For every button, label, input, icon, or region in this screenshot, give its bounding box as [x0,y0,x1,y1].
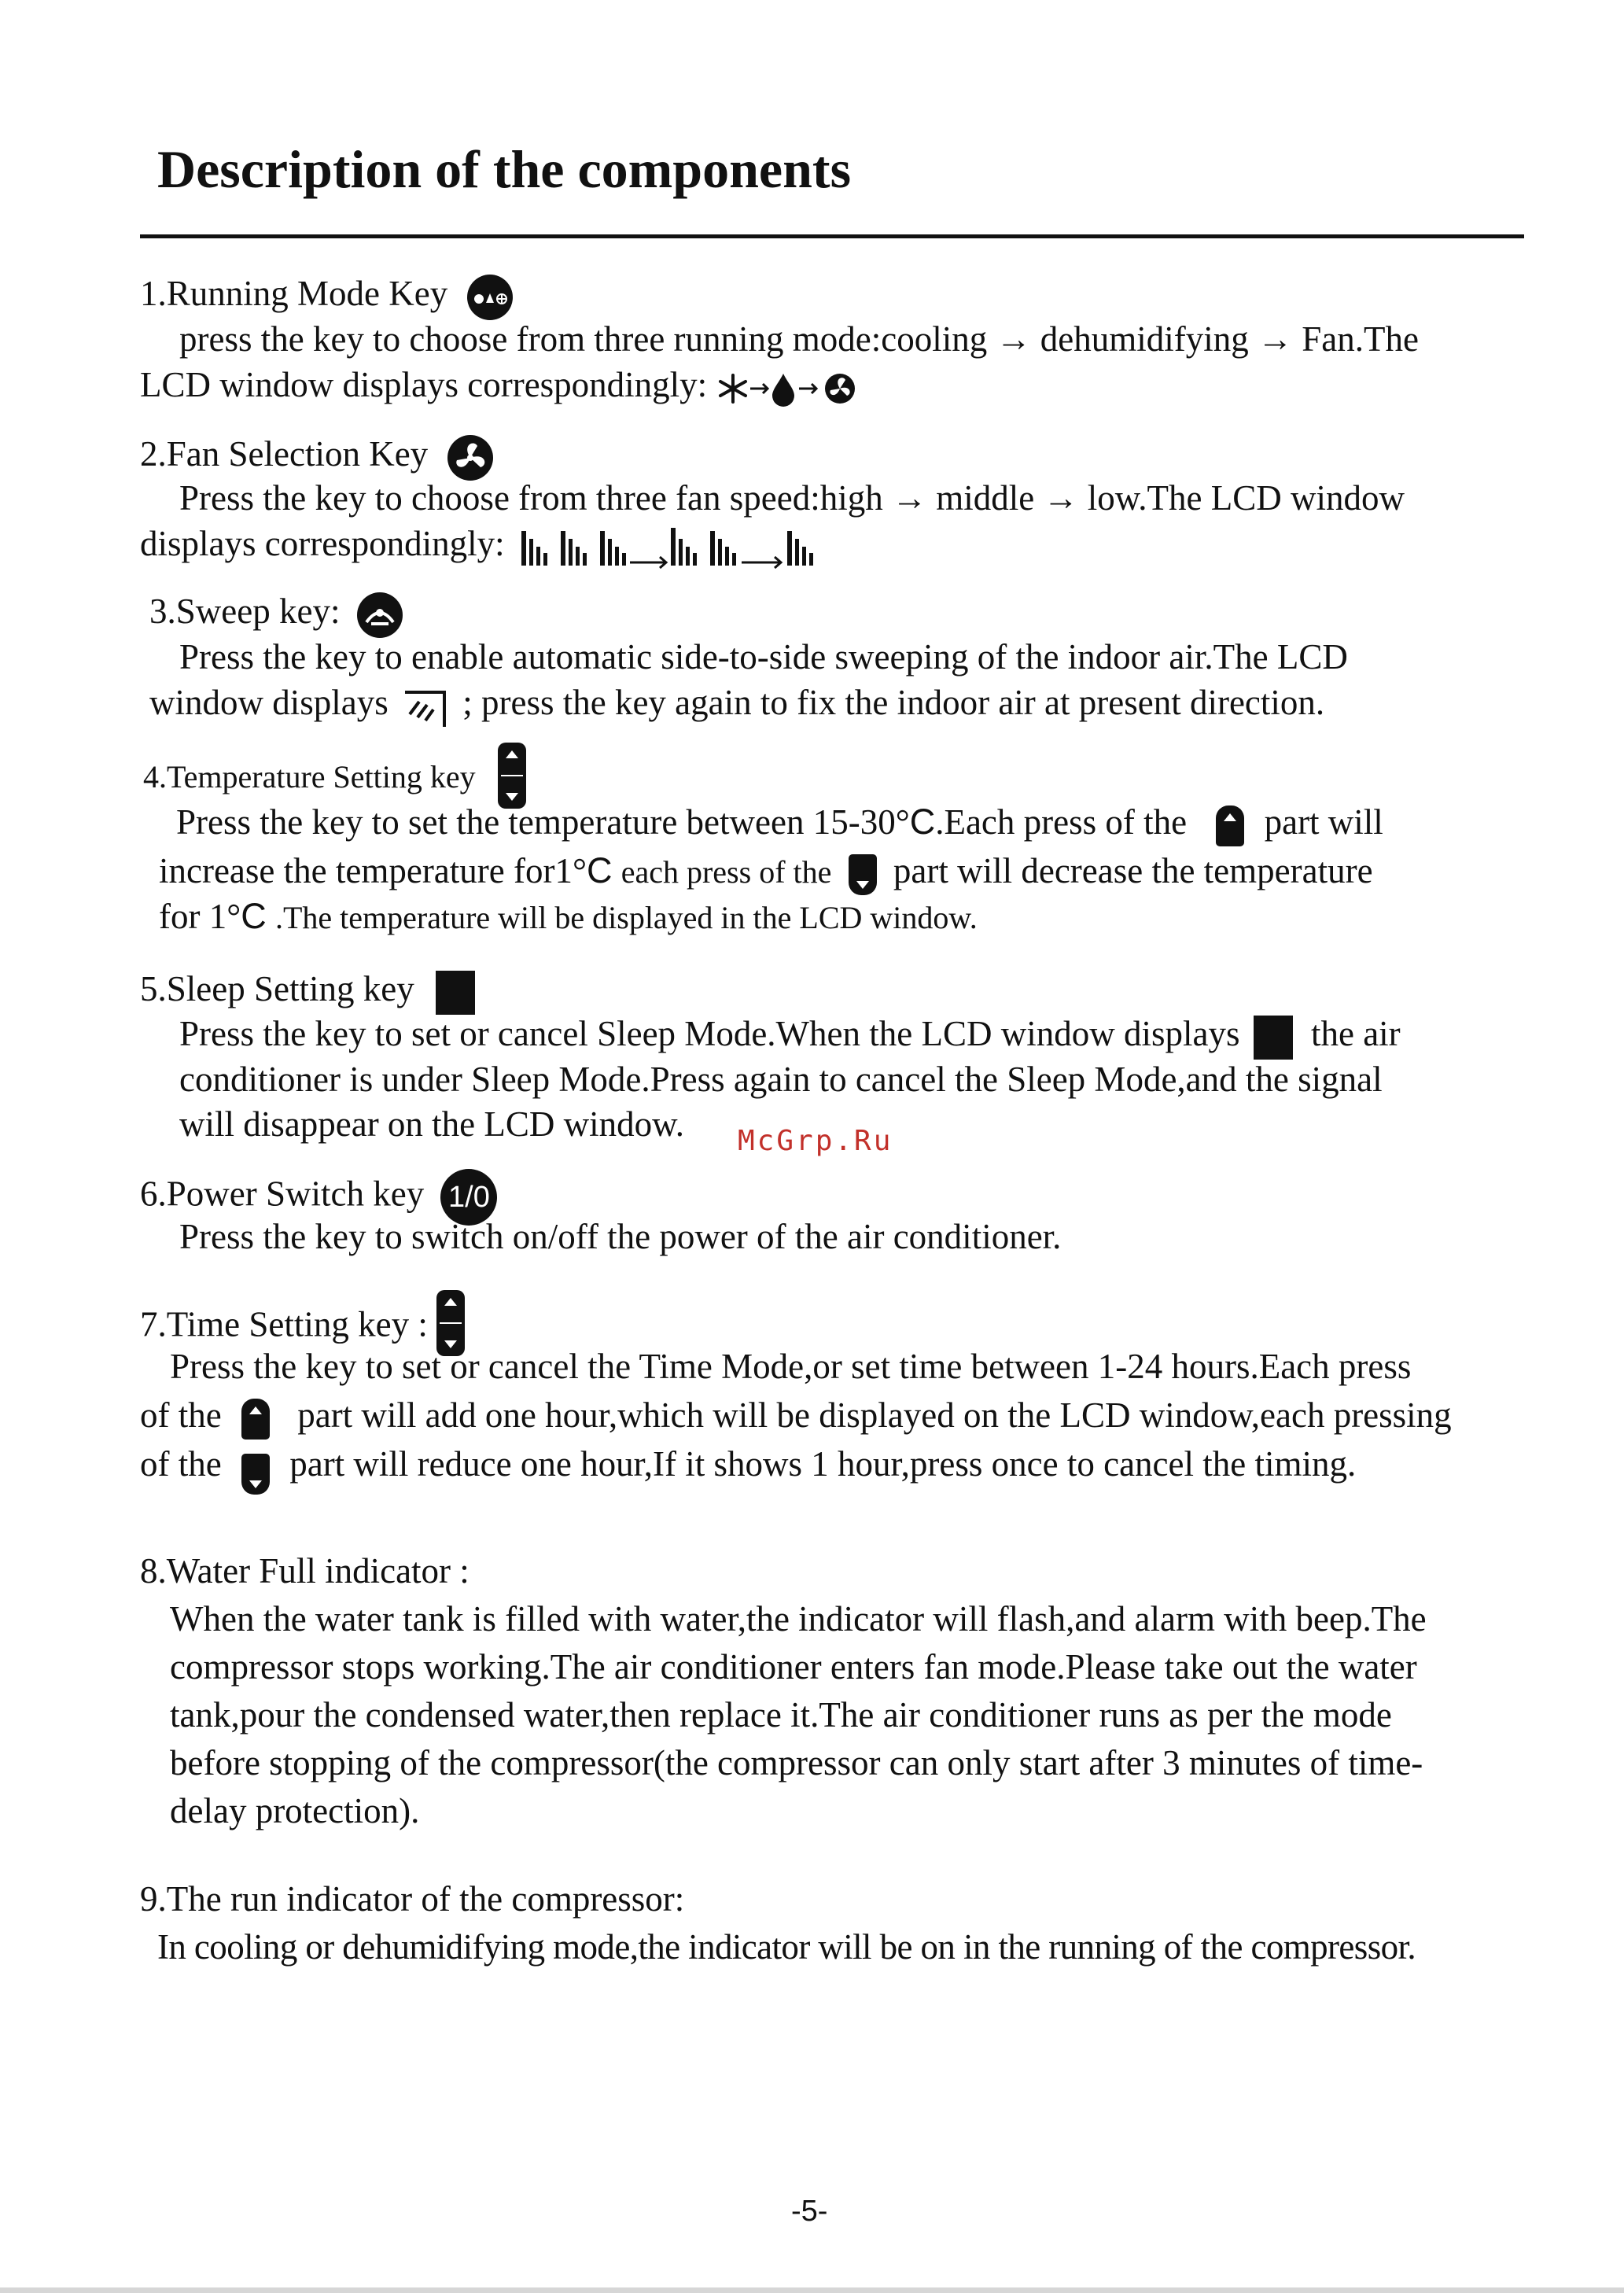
section-4-line-2-text-a: increase the temperature for1° [159,851,587,890]
section-6-line-1: Press the key to switch on/off the power of the air conditioner. [179,1217,1062,1256]
section-4-line-2 [159,848,1373,895]
section-9-heading: 9.The run indicator of the compressor: [140,1879,685,1919]
up-key-icon [241,1399,270,1440]
fan-key-icon [447,435,493,481]
section-7-line-3-text-a: of the [140,1444,222,1484]
section-6-heading: 6.Power Switch key [140,1174,425,1214]
moon-icon [436,971,475,1015]
section-3-line-1: Press the key to enable automatic side-to-side sweeping of the indoor air.The LCD [179,637,1348,676]
section-1-heading-line [140,271,513,320]
power-key-icon: 1/0 [440,1169,497,1226]
down-key-icon [241,1454,270,1495]
section-5-line-1-text-b: the air [1310,1014,1401,1053]
section-9-line-1: In cooling or dehumidifying mode,the indicator will be on in the running of the compressor. [157,1927,1416,1967]
celsius-unit: C [241,896,267,936]
section-1-line-2-text: LCD window displays correspondingly: [140,365,708,404]
section-5-line-2: conditioner is under Sleep Mode.Press again to cancel the Sleep Mode,and the signal [179,1060,1383,1099]
section-8-line-3: tank,pour the condensed water,then replace it.The air conditioner runs as per the mode [170,1695,1392,1734]
fan-speed-bars-icon [520,526,842,569]
section-5-heading: 5.Sleep Setting key [140,969,414,1008]
section-7-line-1: Press the key to set or cancel the Time Mode,or set time between 1-24 hours.Each press [170,1347,1412,1386]
section-8-line-4: before stopping of the compressor(the compressor can only start after 3 minutes of time- [170,1743,1423,1782]
section-7-line-3 [140,1441,1356,1488]
down-key-icon [849,854,877,895]
section-8-line-5: delay protection). [170,1791,420,1830]
page-title: Description of the components [157,139,852,199]
section-8-line-1: When the water tank is filled with water,the indicator will flash,and alarm with beep.The [170,1599,1427,1639]
section-7-line-2 [140,1392,1452,1440]
section-8-line-2: compressor stops working.The air conditioner enters fan mode.Please take out the water [170,1647,1417,1687]
section-4-line-3 [159,894,978,941]
section-2-line-1: Press the key to choose from three fan speed:high → middle → low.The LCD window [179,478,1405,518]
section-8-heading: 8.Water Full indicator : [140,1551,470,1591]
section-1-line-1: press the key to choose from three running mode:cooling → dehumidifying → Fan.The [179,319,1419,359]
section-2-line-2-text: displays correspondingly: [140,524,505,563]
mode-key-icon [467,275,513,320]
section-4-heading: 4.Temperature Setting key [143,759,476,795]
section-7-line-2-text-a: of the [140,1395,222,1435]
section-3-line-2 [149,680,1324,730]
title-divider [140,234,1524,238]
section-5-heading-line [140,966,475,1015]
section-1-line-2 [140,362,865,408]
up-key-icon [1216,805,1244,846]
section-5-line-1-text-a: Press the key to set or cancel Sleep Mode.When the LCD window displays [179,1014,1240,1053]
section-5-line-3: will disappear on the LCD window. [179,1104,684,1144]
section-3-heading-line [149,588,403,638]
section-4-line-1-text-c: part will [1264,802,1383,842]
section-2-heading-line [140,431,493,481]
section-7-heading: 7.Time Setting key : [140,1304,428,1344]
section-7-line-3-text-b: part will reduce one hour,If it shows 1 hour,press once to cancel the timing. [289,1444,1357,1484]
section-4-line-1-text-b: .Each press of the [935,802,1188,842]
section-4-line-3-text-a: for 1° [159,897,241,936]
moon-icon [1254,1016,1293,1060]
section-7-line-2-text-b: part will add one hour,which will be displayed on the LCD window,each pressing [297,1395,1452,1435]
section-3-heading: 3.Sweep key: [149,592,341,631]
sweep-key-icon [357,592,403,638]
snowflake-drop-fan-icon [716,369,865,408]
section-1-heading: 1.Running Mode Key [140,274,448,313]
celsius-unit: C [909,802,936,842]
scan-edge [0,2287,1624,2293]
section-2-heading: 2.Fan Selection Key [140,434,429,474]
page-number: -5- [791,2195,828,2228]
section-5-line-1 [179,1011,1401,1060]
watermark: McGrp.Ru [738,1125,893,1157]
section-4-line-2-text-c: part will decrease the temperature [893,851,1373,890]
section-2-line-2 [140,521,842,569]
section-4-line-1-text-a: Press the key to set the temperature between 15-30° [176,802,910,842]
section-4-line-2-text-b: each press of the [621,854,832,890]
section-4-line-3-text-b: .The temperature will be displayed in the LCD window. [274,900,978,935]
celsius-unit: C [586,850,613,890]
sweep-display-icon [400,683,451,730]
section-3-line-2-text-b: ; press the key again to fix the indoor air at present direction. [462,683,1325,722]
section-3-line-2-text-a: window displays [149,683,389,722]
section-4-line-1 [176,799,1383,846]
